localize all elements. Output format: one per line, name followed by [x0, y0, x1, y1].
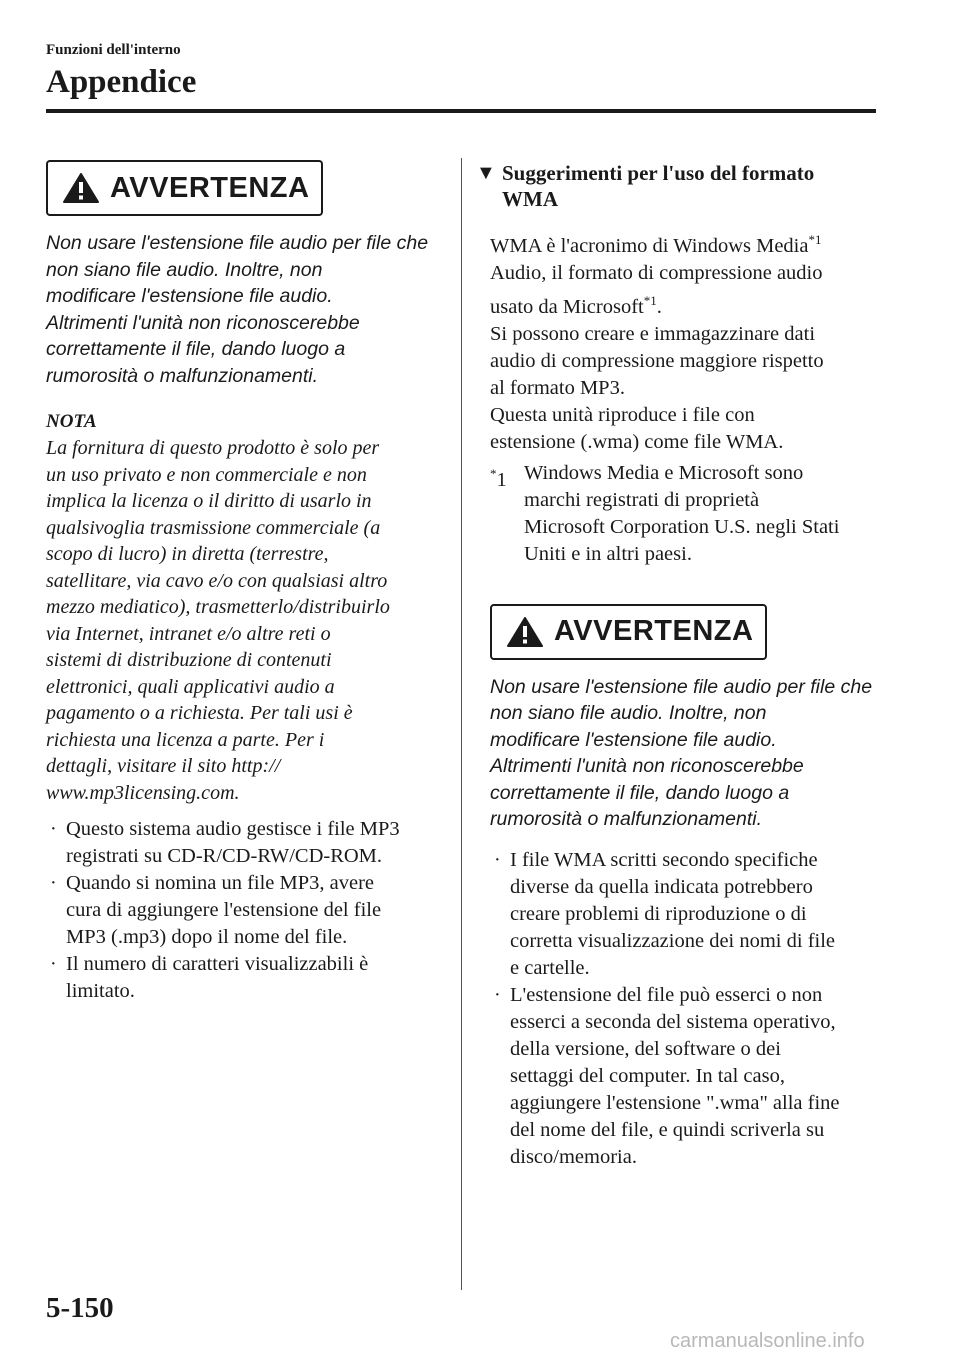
text-line: corretta visualizzazione dei nomi di file — [510, 929, 836, 952]
text-line: Altrimenti l'unità non riconoscerebbe — [46, 311, 360, 334]
text-line: e cartelle. — [510, 956, 590, 979]
footnote-ref: *1 — [808, 232, 822, 247]
list-item — [490, 982, 880, 1171]
text-line: Non usare l'estensione file audio per file che — [490, 675, 873, 698]
text-line: diverse da quella indicata potrebbero — [510, 875, 813, 898]
text-line: settaggi del computer. In tal caso, — [510, 1064, 785, 1087]
text-line: scopo di lucro) in diretta (terrestre, — [46, 543, 329, 565]
text-line: aggiungere l'estensione ".wma" alla fine — [510, 1091, 840, 1114]
warning-text — [46, 230, 441, 389]
text-line: modificare l'estensione file audio. — [490, 728, 777, 751]
text-line: rumorosità o malfunzionamenti. — [46, 364, 319, 387]
text-line: disco/memoria. — [510, 1145, 637, 1168]
bullet-dot-icon: · — [50, 953, 57, 975]
text-line: marchi registrati di proprietà — [524, 488, 760, 511]
header-rule — [46, 109, 876, 113]
text-line: correttamente il file, dando luogo a — [490, 781, 790, 804]
right-column — [476, 160, 880, 1171]
text-line: creare problemi di riproduzione o di — [510, 902, 807, 925]
text-line: non siano file audio. Inoltre, non — [490, 702, 767, 725]
text-line: pagamento o a richiesta. Per tali usi è — [46, 702, 353, 724]
footnote-marker: *1 — [490, 465, 507, 491]
text-line: del nome del file, e quindi scriverla su — [510, 1118, 825, 1141]
text-line: L'estensione del file può esserci o non — [510, 983, 823, 1006]
text-line: richiesta una licenza a parte. Per i — [46, 728, 325, 751]
column-divider — [461, 158, 462, 1290]
bullet-dot-icon: · — [50, 818, 57, 840]
text-line: elettronici, quali applicativi audio a — [46, 675, 335, 698]
text-line: MP3 (.mp3) dopo il nome del file. — [66, 926, 348, 948]
body-paragraph: WMA è l'acronimo di Windows Media$^{*1}$ Audio, il formato di compressione audio usato da Microsoft$^{*1}$. Si possono creare e immagazzinare dati audio di compressione maggiore rispetto al formato MP3. Questa unità riproduce i file con estensione (.wma) come file WMA. — [490, 232, 824, 453]
text-line: dettagli, visitare il sito http:// — [46, 755, 281, 777]
warning-label: AVVERTENZA — [554, 615, 754, 648]
warning-box — [490, 604, 767, 660]
list-item — [46, 951, 441, 1005]
text-line: La fornitura di questo prodotto è solo per — [46, 437, 380, 459]
text-line: Windows Media e Microsoft sono — [524, 461, 804, 484]
watermark: carmanualsonline.info — [670, 1330, 865, 1352]
text-line: rumorosità o malfunzionamenti. — [490, 808, 763, 831]
text-line: non siano file audio. Inoltre, non — [46, 258, 323, 281]
text-line: via Internet, intranet e/o altre reti o — [46, 622, 331, 645]
list-item — [46, 816, 441, 870]
warning-label: AVVERTENZA — [110, 171, 310, 204]
text-line: esserci a seconda del sistema operativo, — [510, 1010, 836, 1033]
warning-box — [46, 160, 323, 216]
bullet-dot-icon: · — [494, 983, 501, 1006]
text-line: WMA — [502, 187, 558, 211]
text-line: qualsivoglia trasmissione commerciale (a — [46, 516, 381, 539]
bullet-list — [46, 816, 441, 1005]
text-line: Uniti e in altri paesi. — [524, 542, 692, 565]
text-line: registrati su CD-R/CD-RW/CD-ROM. — [66, 845, 383, 867]
warning-triangle-icon — [62, 172, 100, 204]
text-line: della versione, del software o dei — [510, 1037, 781, 1060]
triangle-down-icon: ▼ — [476, 162, 496, 184]
warning-text — [490, 674, 882, 833]
warning-triangle-icon — [506, 616, 544, 648]
section-heading — [476, 160, 880, 212]
text-line: www.mp3licensing.com. — [46, 781, 240, 804]
list-item — [46, 870, 441, 951]
page-number: 5-150 — [46, 1292, 114, 1324]
text-line: correttamente il file, dando luogo a — [46, 338, 346, 360]
text-line: Altrimenti l'unità non riconoscerebbe — [490, 755, 804, 778]
bullet-dot-icon: · — [494, 848, 501, 871]
page-title: Appendice — [46, 64, 197, 100]
text-line: Il numero di caratteri visualizzabili è — [66, 953, 369, 975]
bullet-list — [490, 847, 880, 1171]
list-item — [490, 847, 880, 982]
text-line: Quando si nomina un file MP3, avere — [66, 872, 375, 894]
text-line: I file WMA scritti secondo specifiche — [510, 848, 818, 871]
text-line: cura di aggiungere l'estensione del file — [66, 899, 382, 921]
text-line: satellitare, via cavo e/o con qualsiasi altro — [46, 569, 388, 592]
text-line: mezzo mediatico), trasmetterlo/distribuirlo — [46, 596, 390, 618]
footnote — [490, 460, 880, 568]
text-line: sistemi di distribuzione di contenuti — [46, 649, 332, 671]
text-line: modificare l'estensione file audio. — [46, 285, 333, 307]
text-line: implica la licenza o il diritto di usarlo in — [46, 490, 372, 512]
text-line: Non usare l'estensione file audio per file che — [46, 232, 429, 254]
left-column — [46, 160, 441, 1005]
bullet-dot-icon: · — [50, 872, 57, 894]
text-line: Suggerimenti per l'uso del formato — [502, 161, 815, 185]
text-line: limitato. — [66, 980, 135, 1002]
note-text — [46, 435, 441, 806]
header-section-label: Funzioni dell'interno — [46, 42, 181, 58]
text-line: un uso privato e non commerciale e non — [46, 463, 367, 486]
text-line: Microsoft Corporation U.S. negli Stati — [524, 515, 840, 538]
text-line: Questo sistema audio gestisce i file MP3 — [66, 818, 400, 840]
footnote-ref: *1 — [643, 292, 657, 308]
note-heading: NOTA — [46, 411, 97, 432]
